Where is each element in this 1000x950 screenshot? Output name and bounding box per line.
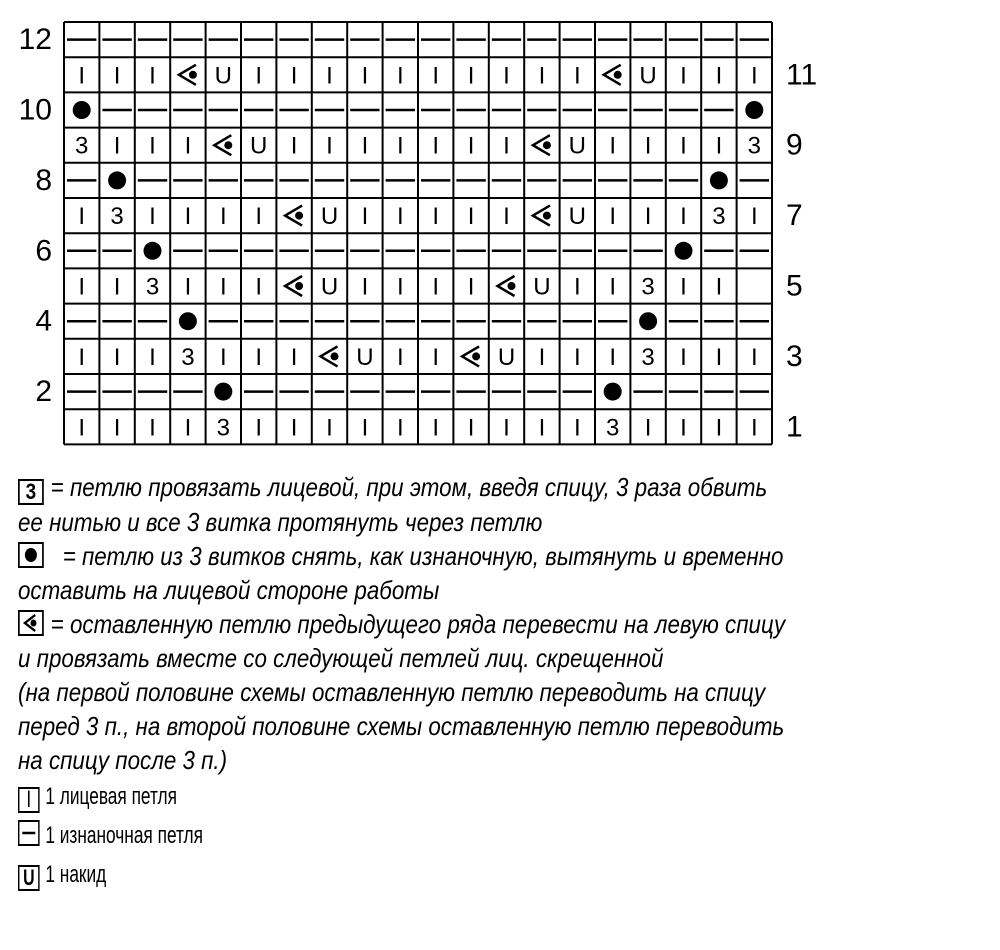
knit-stitch-symbol: I — [78, 414, 86, 442]
slip-dot-icon — [214, 383, 232, 401]
legend-cross — [18, 607, 852, 641]
knit-stitch-symbol: I — [149, 414, 156, 442]
knit-stitch-symbol: I — [396, 132, 404, 160]
knit-stitch-symbol: I — [361, 132, 369, 160]
cross-arrow-dot-icon — [331, 352, 339, 360]
wrap3-symbol: 3 — [712, 203, 726, 231]
knit-stitch-symbol: I — [503, 414, 510, 442]
knit-stitch-symbol: I — [396, 414, 404, 442]
slip-dot-icon — [73, 101, 91, 119]
note-line1: (на первой половине схемы оставленную петлю переводить на спицу — [18, 677, 766, 707]
wrap3-description-line2: ее нитью и все 3 витка протянуть через петлю — [18, 507, 543, 537]
knit-stitch-symbol: I — [680, 132, 687, 160]
right-row-number: 11 — [786, 58, 818, 92]
left-row-number: 4 — [35, 304, 52, 338]
legend-yarn-over — [18, 855, 716, 894]
knit-stitch-symbol: I — [467, 273, 475, 301]
knit-stitch-symbol: I — [432, 62, 440, 90]
cross-arrow-dot-icon — [189, 71, 197, 79]
knit-stitch-symbol: I — [715, 62, 723, 90]
knit-stitch-symbol: I — [750, 414, 758, 442]
knit-stitch-symbol: I — [326, 414, 333, 442]
knit-stitch-symbol: I — [538, 414, 546, 442]
knit-stitch-symbol: I — [184, 203, 192, 231]
knit-stitch-symbol: I — [573, 414, 581, 442]
slip-dot-icon — [745, 101, 763, 119]
slip-dot-icon — [710, 171, 728, 189]
wrap3-symbol: 3 — [145, 273, 160, 301]
cross-arrow-symbol-icon — [18, 610, 44, 636]
knit-stitch-symbol: I — [432, 414, 440, 442]
cross-arrow-dot-icon — [472, 352, 480, 360]
knit-stitch-symbol: I — [680, 343, 687, 371]
slip-dot-icon — [604, 383, 622, 401]
slip-dot-icon — [675, 242, 693, 260]
knit-stitch-symbol: I — [680, 414, 687, 442]
knit-stitch-symbol: I — [78, 273, 86, 301]
knit-stitch-symbol: I — [715, 273, 723, 301]
slip-dot-icon — [108, 171, 126, 189]
wrap3-symbol: 3 — [747, 132, 761, 160]
knit-label: 1 лицевая петля — [45, 783, 177, 810]
note-line3: на спицу после 3 п.) — [18, 745, 228, 775]
knit-stitch-symbol: I — [609, 203, 617, 231]
legend-purl — [18, 816, 716, 855]
knit-stitch-symbol: I — [680, 273, 687, 301]
knit-stitch-symbol: I — [396, 62, 404, 90]
slip-description-line2: оставить на лицевой стороне работы — [18, 575, 440, 605]
knit-stitch-symbol: I — [715, 132, 723, 160]
knit-stitch-symbol: I — [184, 414, 192, 442]
purl-label: 1 изнаночная петля — [45, 822, 203, 849]
knit-stitch-symbol: I — [290, 132, 298, 160]
right-row-number: 3 — [786, 339, 803, 373]
yarn-over-symbol: U — [250, 132, 268, 160]
cross-arrow-dot-icon — [295, 212, 303, 220]
knit-stitch-symbol: I — [644, 203, 652, 231]
left-row-number: 10 — [18, 93, 52, 127]
knit-stitch-symbol: I — [149, 203, 156, 231]
knit-stitch-symbol: I — [326, 62, 333, 90]
knit-stitch-symbol: I — [396, 273, 404, 301]
knit-stitch-symbol: I — [503, 132, 510, 160]
knit-stitch-symbol: I — [184, 273, 192, 301]
knit-stitch-symbol: I — [290, 414, 298, 442]
note-line2: перед 3 п., на второй половине схемы оставленную петлю переводить — [18, 711, 785, 741]
knit-stitch-symbol: I — [149, 62, 156, 90]
knit-stitch-symbol: I — [538, 343, 546, 371]
knit-stitch-symbol: I — [503, 203, 510, 231]
knit-stitch-symbol: I — [290, 62, 298, 90]
yarn-over-symbol: U — [568, 203, 586, 231]
knit-stitch-symbol: I — [609, 273, 617, 301]
yarn-over-symbol: U — [497, 343, 516, 371]
slip-dot-icon — [179, 312, 197, 330]
knit-stitch-symbol: I — [113, 414, 121, 442]
legend-knit — [18, 777, 716, 816]
knitting-chart — [0, 0, 1000, 460]
knit-stitch-symbol: I — [219, 273, 227, 301]
knit-stitch-symbol: I — [467, 414, 475, 442]
cross-arrow-dot-icon — [224, 141, 232, 149]
knit-stitch-symbol: I — [432, 132, 440, 160]
knit-stitch-symbol: I — [396, 343, 404, 371]
legend — [18, 470, 988, 894]
wrap3-symbol: 3 — [641, 343, 655, 371]
knit-stitch-symbol: I — [396, 203, 404, 231]
legend-slip — [18, 539, 852, 573]
left-row-number: 2 — [35, 375, 52, 409]
knit-stitch-symbol: I — [219, 203, 227, 231]
left-row-number: 6 — [35, 234, 52, 268]
yarn-over-symbol: U — [214, 62, 232, 90]
knit-stitch-symbol: I — [432, 273, 440, 301]
slip-description-line1: = петлю из 3 витков снять, как изнаночную, вытянуть и временно — [62, 541, 784, 571]
knit-stitch-symbol: I — [113, 343, 121, 371]
yarn-over-symbol: U — [568, 132, 586, 160]
cross-description-line1: = оставленную петлю предыдущего ряда перевести на левую спицу — [50, 609, 786, 639]
knit-stitch-symbol: I — [255, 343, 263, 371]
knit-stitch-symbol: I — [432, 203, 440, 231]
knit-stitch-symbol: I — [255, 414, 263, 442]
knit-stitch-symbol: I — [113, 62, 121, 90]
knit-stitch-symbol: I — [78, 343, 86, 371]
knit-stitch-symbol: I — [573, 62, 581, 90]
knit-stitch-symbol: I — [361, 273, 369, 301]
legend-wrap3 — [18, 470, 852, 505]
knit-stitch-symbol: I — [715, 414, 723, 442]
knit-stitch-symbol: I — [503, 62, 510, 90]
knit-symbol-icon: I — [18, 787, 40, 813]
knit-stitch-symbol: I — [467, 132, 475, 160]
left-row-number: 12 — [18, 23, 52, 57]
slip-dot-icon — [639, 312, 657, 330]
knit-stitch-symbol: I — [184, 132, 192, 160]
knit-stitch-symbol: I — [78, 203, 86, 231]
knit-stitch-symbol: I — [538, 62, 546, 90]
yarn-over-label: 1 накид — [45, 861, 107, 888]
knit-stitch-symbol: I — [361, 203, 369, 231]
wrap3-symbol: 3 — [606, 414, 620, 442]
wrap3-symbol: 3 — [216, 414, 230, 442]
right-row-number: 7 — [786, 199, 803, 233]
cross-arrow-dot-icon — [508, 282, 516, 290]
knit-stitch-symbol: I — [644, 132, 652, 160]
knit-stitch-symbol: I — [219, 343, 227, 371]
knit-stitch-symbol: I — [680, 62, 687, 90]
knit-stitch-symbol: I — [750, 343, 758, 371]
wrap3-symbol: 3 — [641, 273, 655, 301]
yarn-over-symbol: U — [356, 343, 374, 371]
knit-stitch-symbol: I — [467, 62, 475, 90]
knit-stitch-symbol: I — [290, 343, 298, 371]
knit-stitch-symbol: I — [149, 343, 156, 371]
wrap3-symbol: 3 — [75, 132, 89, 160]
left-row-number: 8 — [35, 163, 52, 197]
right-row-number: 5 — [786, 269, 803, 303]
knit-stitch-symbol: I — [255, 62, 263, 90]
purl-symbol-icon — [18, 820, 40, 846]
knit-stitch-symbol: I — [78, 62, 86, 90]
yarn-over-symbol: U — [533, 273, 551, 301]
right-row-number: 9 — [786, 128, 803, 162]
wrap3-symbol-icon: 3 — [18, 479, 44, 505]
knit-stitch-symbol: I — [113, 132, 121, 160]
knit-stitch-symbol: I — [149, 132, 156, 160]
yarn-over-symbol: U — [639, 62, 657, 90]
knit-stitch-symbol: I — [113, 273, 121, 301]
yarn-over-symbol: U — [320, 203, 339, 231]
cross-description-line2: и провязать вместе со следующей петлей лиц. скрещенной — [18, 643, 664, 673]
wrap3-description-line1: = петлю провязать лицевой, при этом, введя спицу, 3 раза обвить — [50, 472, 768, 502]
knit-stitch-symbol: I — [573, 273, 581, 301]
slip-dot-icon — [144, 242, 162, 260]
knit-stitch-symbol: I — [255, 203, 263, 231]
right-row-number: 1 — [786, 410, 803, 444]
yarn-over-symbol-icon: U — [18, 865, 40, 891]
knit-stitch-symbol: I — [432, 343, 440, 371]
wrap3-symbol: 3 — [110, 203, 124, 231]
cross-arrow-dot-icon — [295, 282, 303, 290]
dot-symbol-icon — [18, 542, 44, 568]
cross-arrow-dot-icon — [543, 212, 551, 220]
knit-stitch-symbol: I — [750, 62, 758, 90]
knit-stitch-symbol: I — [361, 414, 369, 442]
knit-stitch-symbol: I — [680, 203, 687, 231]
knit-stitch-symbol: I — [609, 132, 617, 160]
yarn-over-symbol: U — [320, 273, 339, 301]
knit-stitch-symbol: I — [467, 203, 475, 231]
knit-stitch-symbol: I — [573, 343, 581, 371]
knit-stitch-symbol: I — [255, 273, 263, 301]
knit-stitch-symbol: I — [326, 132, 333, 160]
knit-stitch-symbol: I — [361, 62, 369, 90]
cross-arrow-dot-icon — [543, 141, 551, 149]
cross-arrow-dot-icon — [614, 71, 622, 79]
knit-stitch-symbol: I — [715, 343, 723, 371]
knit-stitch-symbol: I — [609, 343, 617, 371]
wrap3-symbol: 3 — [181, 343, 195, 371]
knit-stitch-symbol: I — [750, 203, 758, 231]
knit-stitch-symbol: I — [644, 414, 652, 442]
